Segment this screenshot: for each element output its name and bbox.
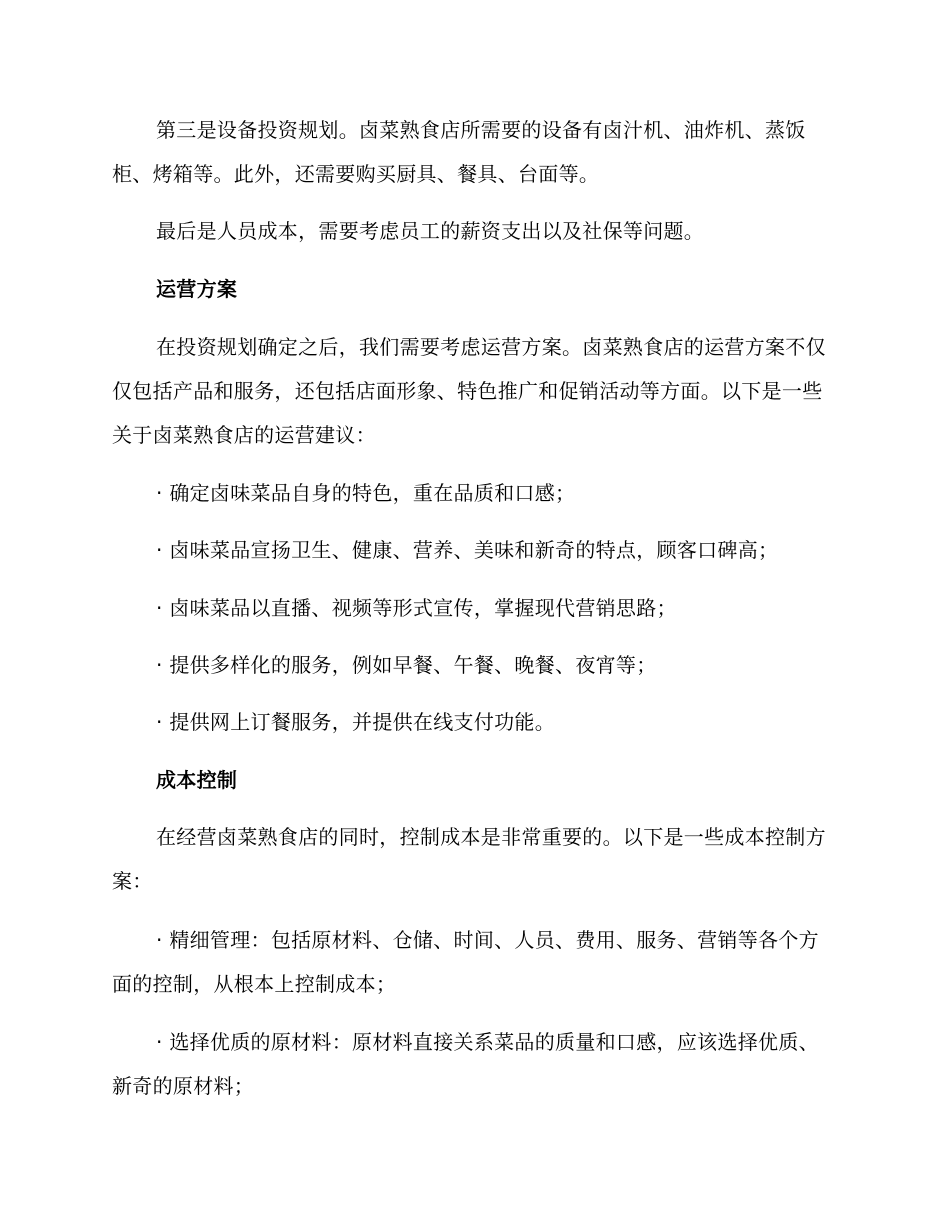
list-item: · 精细管理：包括原材料、仓储、时间、人员、费用、服务、营销等各个方面的控制，从根本上控制成本；: [112, 928, 819, 996]
list-item: · 提供网上订餐服务，并提供在线支付功能。: [156, 710, 556, 734]
paragraph-equipment: 第三是设备投资规划。卤菜熟食店所需要的设备有卤汁机、油炸机、蒸饭柜、烤箱等。此外，还需要购买厨具、餐具、台面等。: [112, 118, 806, 186]
paragraph-cost: 在经营卤菜熟食店的同时，控制成本是非常重要的。以下是一些成本控制方案：: [112, 825, 826, 893]
section-heading-cost: 成本控制: [156, 768, 238, 792]
list-item: · 卤味菜品宣扬卫生、健康、营养、美味和新奇的特点，顾客口碑高；: [156, 538, 779, 562]
list-item: · 提供多样化的服务，例如早餐、午餐、晚餐、夜宵等；: [156, 653, 657, 677]
list-item: · 卤味菜品以直播、视频等形式宣传，掌握现代营销思路；: [156, 596, 677, 620]
list-item: · 选择优质的原材料：原材料直接关系菜品的质量和口感，应该选择优质、新奇的原材料；: [112, 1030, 819, 1098]
paragraph-staff: 最后是人员成本，需要考虑员工的薪资支出以及社保等问题。: [156, 219, 705, 243]
paragraph-operations: 在投资规划确定之后，我们需要考虑运营方案。卤菜熟食店的运营方案不仅仅包括产品和服务，还包括店面形象、特色推广和促销活动等方面。以下是一些关于卤菜熟食店的运营建议：: [112, 335, 826, 447]
section-heading-operations: 运营方案: [156, 277, 238, 301]
list-item: · 确定卤味菜品自身的特色，重在品质和口感；: [156, 481, 576, 505]
